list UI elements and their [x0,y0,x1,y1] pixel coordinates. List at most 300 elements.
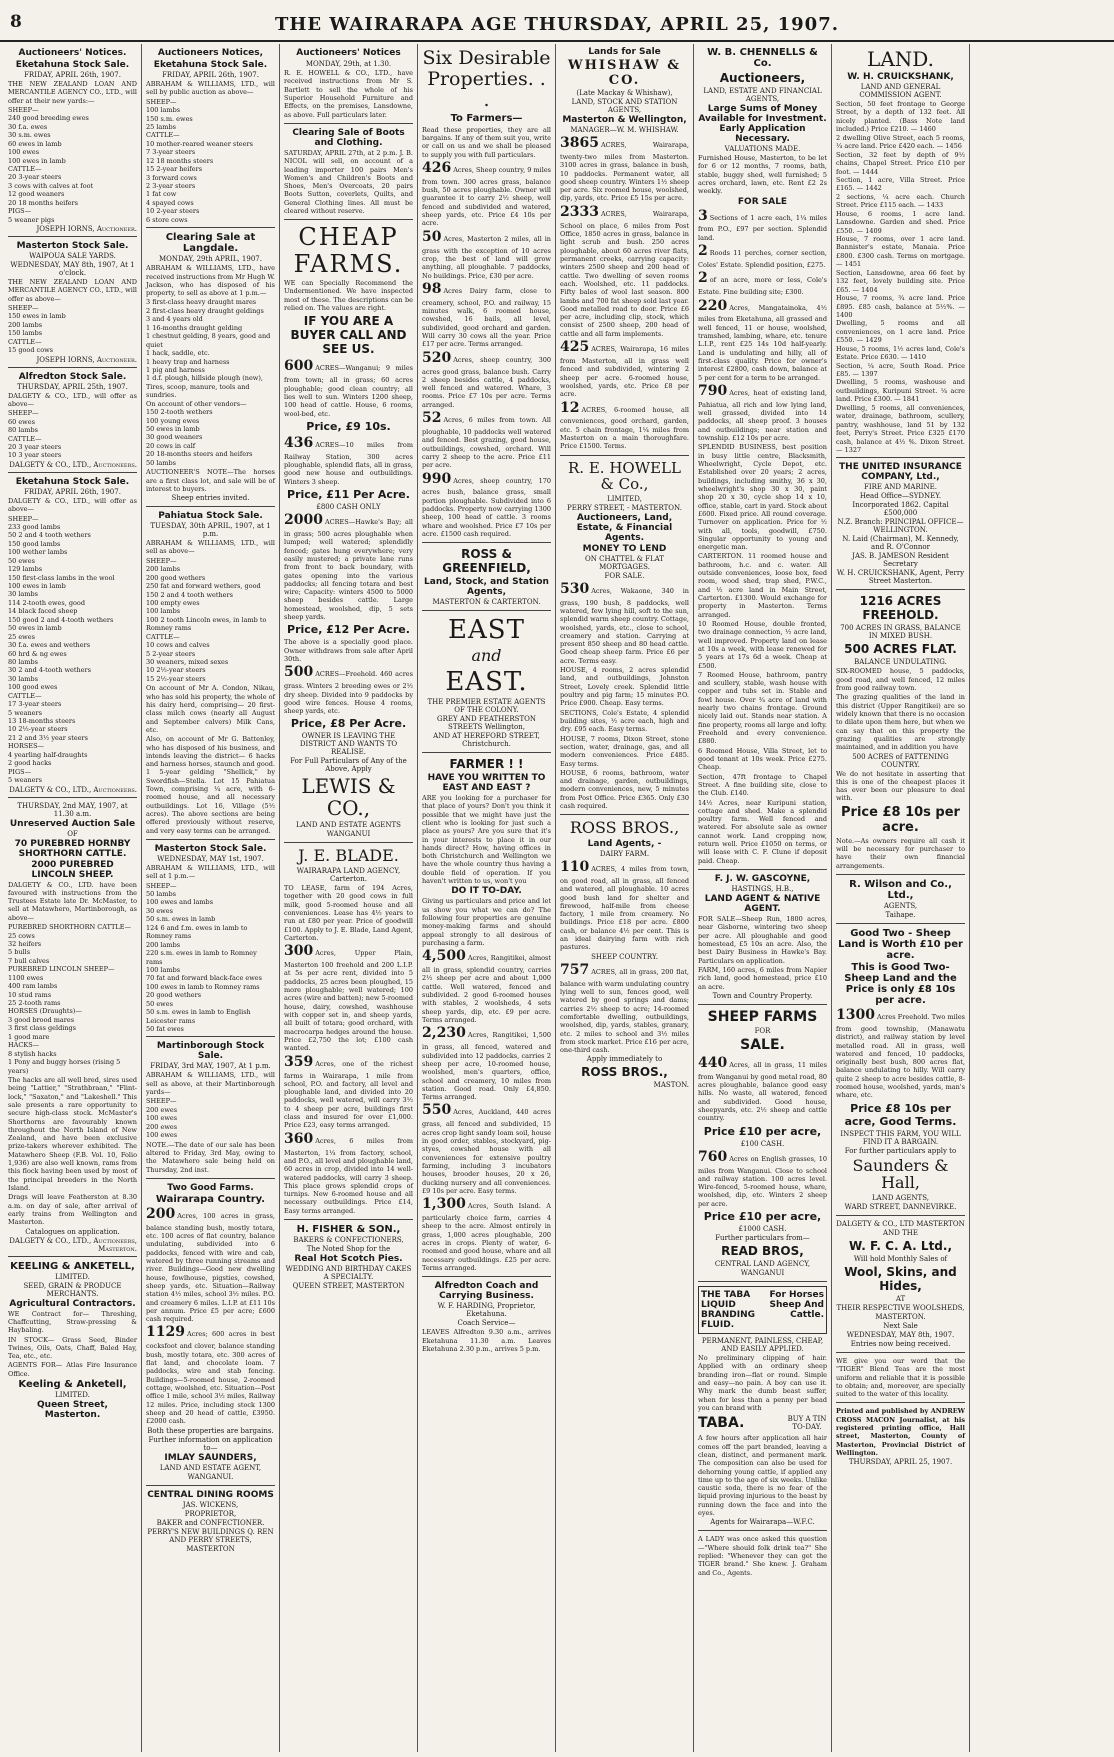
list-line: 1 chestnut gelding, 8 years, good and quiet [146,332,271,349]
ad-text-2: The hacks are all well bred, sires used being "Lattier," "Strathbraan," "Flint-lock," "Saxaton," and "Lakeshell." This sale presents a rare opportunity to secure high-class stock. McMaster's Shorthorns are favourably known throughout the North Island of New Zealand, and have been exclusive prize-takers wherever exhibited. The Matawhero Sheep (F.B. Vol. 10, Folio 1,936) are also well known, rams from this flock having been used by most of the principal breeders in the North Island. [8,1075,137,1192]
farm-description: ACRES—Wanganui; 9 miles from town; all in grass; 60 acres ploughable; good clean country; all lies well to sun. Winters 1200 sheep, 100 head of cattle. House, 6 rooms, wool-bed, etc. [284,364,413,418]
ad-title: Alfredton Stock Sale. [18,371,127,382]
farm-note: OWNER IS LEAVING THE DISTRICT AND WANTS TO REALISE. [299,732,398,757]
column-8 [970,44,1110,1752]
list-line: 150 first-class lambs in the wool [8,573,115,582]
ad-text-5: JAS. B. JAMESON Resident Secretary [852,552,949,569]
farm-listing [698,383,827,442]
ad-text: INSPECT THIS FARM, YOU WILL FIND IT A BARGAIN. [840,1129,961,1146]
list-line: PIGS— [8,767,32,776]
ad-date: FRIDAY, APRIL 26th, 1907. [24,487,121,496]
ad-note-2: Sheep entries invited. [171,494,250,503]
list-line: HORSES— [8,742,45,751]
ad-firm: LEWIS & CO., [301,774,396,821]
list-line: SHEEP— [8,105,39,114]
farm-listing [284,1054,413,1130]
ad-boots-clothing [284,128,413,221]
ad-lines-2 [146,400,275,468]
ad-subtitle: FOR [754,1026,771,1035]
masthead: THE WAIRARAPA AGE THURSDAY, APRIL 25, 1907. [274,14,839,35]
list-line: 1 Pony and buggy horses (rising 5 years) [8,1058,121,1075]
list-line: 25 lambs [146,122,176,131]
ad-text-2: FARM, 160 acres, 6 miles from Napier rich land, good homestead, price £10 an acre. [698,965,827,991]
list-line: 10 3 year steers [8,451,62,460]
ad-sig-title: Keeling & Anketell, [18,1379,127,1391]
ad-heading: Auctioneers, Land, Estate, & Financial Agents. [576,512,673,543]
ad-listing-acres: 14½ Acres, near Kuripuni station, cottage and shed. Make a splendid poultry farm. Well fenced and watered. For absolute sale as owner cannot work. Land cropping now, return well. Price £1050 on terms, or will lease with C. F. Clune if deposit paid. Cheap. [698,798,827,865]
list-line: 7 3-year steers [146,148,196,157]
farm-note: The above is a specially good place. Owner withdraws from sale after April 30th. [284,638,413,663]
list-line: 1 fat cow [146,190,177,199]
ad-firm-place: WANGANUI [740,1269,785,1278]
list-line: 100 young ewes [146,416,200,425]
page-header [0,8,1114,42]
farm-acreage: 359 [284,1053,314,1070]
list-line: 150 s.m. ewes [146,114,193,123]
ad-text: R. E. HOWELL & CO., LTD., have received instructions from Mr S. Bartlett to sell the whole of his Superior Household Furniture and Effects, on the premises, Lansdowne, as above. Full particulars later. [284,69,413,119]
ad-eketahuna-sale-dalgety [8,477,137,798]
list-line: SHEEP— [8,304,39,312]
ad-text: THE PREMIER ESTATE AGENTS OF THE COLONY. [427,697,546,714]
ad-intro: DALGETY & CO., LTD., will offer as above— [8,496,137,514]
ad-title: Masterton Stock Sale. [154,843,267,854]
ad-cheap-farms [284,224,413,843]
ad-heading-2: SHEEP COUNTRY. [591,952,658,961]
ad-text-2: BALANCE UNDULATING. [854,658,947,667]
list-line: SHEEP— [146,881,177,890]
ad-title: R. E. HOWELL & Co., [568,458,681,494]
ad-text-2: Incorporated 1862. Capital £500,000 [852,501,949,518]
list-line: 30 f.a. ewes [8,122,48,131]
farm-acreage: 300 [284,943,314,960]
list-line: 1100 ewes [8,973,44,982]
farm-listing [146,1206,275,1324]
farm-description: Acres, one of the richest farms in Wairarapa, 1 mile from school, P.O. and factory, all level and ploughable land, and divided into 20 paddocks, well watered, will carry 3½ to 4 sheep per acre, buildings first class and insured for over £1,000. Price £23, easy terms arranged. [284,1059,413,1130]
ad-title: Eketahuna Stock Sale. [15,476,130,487]
ad-subtitle: LIMITED. [55,1272,90,1281]
ad-intro: THE NEW ZEALAND LOAN AND MERCANTILE AGENCY CO., LTD., will offer at their new yards:— [8,80,137,105]
ad-date: FRIDAY, APRIL 26th, 1907. [24,71,121,79]
ad-date: THURSDAY, 2nd MAY, 1907, at 11.30 a.m. [17,801,128,818]
farm-description: Acres, Masterton 2 miles, all in grass with the exception of 10 acres crop, the best of land will grow anything, all ploughable. 7 paddocks, No buildings. Price, £30 per acre. [422,234,551,280]
list-line: 21 2 and 3½ year steers [8,733,88,742]
list-line: 1 good mare [8,1032,50,1041]
list-line: 50 s.m. ewes in lamb to English Leicester rams [146,1008,251,1025]
ad-title: EAST [448,615,525,646]
ad-and: and [471,646,502,666]
farm-listing [146,1324,275,1425]
farm-listing [422,471,551,539]
farm-acreage: 790 [698,382,728,399]
farm-acreage: 550 [422,1102,452,1119]
ad-text: VALUATIONS MADE. [724,145,801,153]
ad-text-3: AND AT HEREFORD STREET, Christchurch. [433,731,540,748]
farm-listing [560,859,689,952]
ad-signature: DALGETY & CO., LTD., Auctioneers, Masterton. [9,1236,137,1253]
ad-and: AND THE [883,1228,918,1237]
ad-r-wilson [836,879,965,924]
list-line: 20 18 months heifers [8,198,78,207]
ad-chennells [698,47,827,870]
ad-langdale-clearing [146,232,275,507]
farm-listing [284,512,413,621]
farm-description: Acres, Mangatainoka, 4½ miles from Eketahuna, all grassed and well fenced, 11 or house, woolshed, tramshed, lambing, whare, etc. tenure L.I.P., rent £25 14s 10d half-yearly. Land is undulating and hilly, all of first-class quality. Price for owner's interest £2800, cash down, balance at 5 per cent for a term to be arranged. [698,303,827,382]
farm-description: Acres, Rangitikei, almost all in grass, splendid country, carries 2½ sheep per acre and about 1,000 cattle. Well watered, fenced and subdivided. 2 good 6-roomed houses with stables, 2 woolsheds, 4 sets sheep yards, dip, etc. £9 per acre. Terms arranged. [422,954,551,1025]
ad-listing-house-2: HOUSE, 7 rooms, Dixon Street, stone section, water, drainage, gas, and all modern conveniences. Price £485. Easy terms. [560,734,689,768]
list-line: 8 stylish hacks [8,1049,57,1058]
ad-tiger-tea [836,1357,965,1404]
farm-description: of an acre, more or less, Cole's Estate. Fine building site; £300. [698,276,827,297]
list-line: 50 fat ewes [146,1025,184,1033]
farm-listing [284,943,413,1052]
ad-firm: READ BROS, [721,1244,804,1259]
list-line: 10 2½-year steers [146,666,206,675]
list-line: 150 2 and 4 tooth wethers [146,590,233,599]
ad-signature: JOSEPH IORNS, Auctioneer. [36,225,137,234]
farm-price: Price, £9 10s. [306,419,391,433]
ad-lines [146,98,275,225]
ad-title: Unreserved Auction Sale [9,818,136,829]
ad-heading: Wairarapa Country. [155,1193,266,1205]
farm-description: ACRES—10 miles from Railway Station, 300 acres ploughable, splendid flats, all in grass, good new house and outbuildings. Winters 3 sheep. [284,440,413,486]
farm-acreage: 200 [146,1205,176,1222]
farm-description: Acres, Wakaone, 340 in grass, 190 bush, 8 paddocks, well watered, few lying hill, soft to the sun, splendid warm sheep country. Cottage, woolshed, yards, etc., close to school, creamery and station. Carrying at present 850 sheep and 80 head cattle. Good cheap sheep farm. Price £6 per acre. Terms easy. [560,586,689,665]
list-line: 400 ram lambs [8,982,58,991]
ad-subtitle-2: LAND AND GENERAL COMMISSION AGENT. [859,83,942,99]
ad-title: LAND. [867,47,934,71]
list-line: CATTLE— [8,691,42,700]
farm-listing [698,1149,827,1208]
list-line: 200 good wethers [146,573,206,582]
imprint [836,1407,965,1470]
ad-heading-sheep: 2000 PUREBRED LINCOLN SHEEP. [31,859,114,880]
ad-subtitle: OF [67,829,78,838]
ad-title: SHEEP FARMS [707,1008,818,1025]
farm-listing [560,581,689,665]
list-line: 233 good lambs [8,522,61,531]
farm-price: Price £10 per acre, [703,1210,822,1224]
farm-price: Price, £12 Per Acre. [287,623,410,637]
ad-firm-sub: LAND AGENTS, [872,1193,929,1202]
ad-whishaw [560,47,689,456]
ad-agents: AGENTS FOR— Atlas Fire Insurance Office. [8,1361,137,1378]
list-line: 200 ewes [146,1105,178,1114]
list-line: 2 dwelling Olive Street, each 5 rooms, ¼ acre land. Price £420 each. — 1456 [836,133,965,151]
list-line: 10 stud rams [8,990,52,999]
list-line: 1 d.f. plough, hillside plough (new), Tires, scoop, manure, tools and sundries. [146,374,263,400]
ad-title: THE UNITED INSURANCE COMPANY, Ltd., [839,462,962,483]
farm-description: ACRES, 4 miles from town, on good road, all in grass, all fenced and watered, all ploughable. 10 acres good bush land for shelter and firewood, half-mile from cheese factory, 1 mile from creamery. No buildings. Price £18 per acre. £800 cash, or balance 4½ per cent. This is an ideal dairying farm with rich pastures. [560,865,689,952]
list-line: 100 ewes in lamb to Romney rams [146,982,260,991]
ad-sheep-farms [698,1009,827,1282]
ad-heading: DAIRY FARM. [599,850,650,858]
section-title: Auctioneers' Notices [296,48,401,58]
list-line: SHEEP— [8,514,39,523]
farm-acreage: 530 [560,580,590,597]
column-7 [832,44,970,1752]
farm-description: Acres, Upper Plain, Masterton 100 freehold and 200 L.I.P. at 5s per acre rent, divided into 5 paddocks, 25 acres been ploughed, 15 more ploughable; well watered; 100 acres (wire and batten); new 5-roomed house, dairy, cowshed, washhouse with copper set in, and sheep yards, all built of totara; good orchard, with macrocarpa hedges around the house. Price £2,750 the lot; £100 cash wanted. [284,949,413,1053]
ad-subtitle: To Farmers— [450,112,523,124]
farm-acreage: 757 [560,961,590,978]
ad-subtitle: W. H. CRUICKSHANK, [847,72,954,82]
farm-acreage: 52 [422,410,442,427]
ad-text: ON CHATTEL & FLAT MORTGAGES. [585,554,664,571]
ad-title: 1216 ACRES FREEHOLD. [859,594,942,623]
ad-text: The Noted Shop for the [306,1245,391,1254]
farm-listing [284,664,413,715]
list-line: 200 ewes [146,1122,178,1131]
farm-acreage: 2,230 [422,1025,466,1042]
farm-listing [698,243,827,269]
ad-je-blade [284,847,413,1220]
list-line: 100 ewes in lamb [8,582,66,590]
farm-acreage: 1129 [146,1324,185,1341]
ad-heading: Auctioneers, [719,71,806,85]
farm-acreage: 426 [422,159,452,176]
farm-listing [422,1025,551,1101]
farm-listing [698,270,827,296]
ad-text-6: We do not hesitate in asserting that this is one of the cheapest places it has ever been our pleasure to deal with. [836,769,965,803]
ad-text-2: FOR SALE. [604,571,645,580]
farm-description: ACRES, Wairarapa, School on place, 6 miles from Post Office, 1850 acres in grass, balance in light scrub and bush. 250 acres ploughable, about 60 acres river flats, permanent creeks, carrying capacity: winters 2500 sheep and 200 head of cattle. Two dwelling of seven rooms each. Woolshed, etc. 11 paddocks. Fifty bales of wool last season. 800 lambs and 700 fat sheep sold last year. Good metalled road to door. Price £6 per acre, including clip, stock, which consist of 2500 sheep, 200 head of cattle and all farm implements. [560,209,689,338]
section-title: Auctioneers Notices, [157,48,264,58]
ad-intro: ABRAHAM & WILLIAMS, LTD., will sell by public auction as above— [146,80,275,97]
ad-firm-place: WANGANUI [326,830,371,839]
farm-list [422,948,551,1272]
farm-description: Acres, sheep country, 170 acres bush, balance grass, small portion ploughable. Subdivided into 6 paddocks. Property now carrying 1300 sheep, 100 head of cattle. 3 rooms whare and woolshed. Price £7 10s per acre. £1500 cash required. [422,476,551,539]
list-line: HORSES (Draughts)— [8,1007,82,1016]
list-line: On account of other vendors— [146,399,247,408]
taba-brand-row [698,1413,827,1433]
farm-cash: £1000 CASH. [738,1225,787,1234]
ad-apply: Apply immediately to [586,1055,663,1064]
farm-listing [422,281,551,349]
ad-note: NOTE.—The date of our sale has been altered to Friday, 3rd May, owing to the Matawhero sale being held on Thursday, 2nd inst. [146,1140,275,1174]
ad-alfredton-coach [422,1281,551,1357]
list-line: 30 lambs [8,674,38,683]
column-3 [280,44,418,1752]
ad-lines [8,106,137,224]
list-line: 25 ewes [8,632,35,641]
ad-title: Clearing Sale at Langdale. [165,232,256,255]
ad-place: MASTERTON [186,1544,235,1553]
list-line: 6 store cows [146,215,188,224]
list-line: 240 good breeding ewes [8,114,89,123]
list-line: 100 ewes [146,1131,178,1140]
ad-title: FARMER ! ! [449,756,524,771]
list-line: 4 yearling half-draughts [8,750,88,759]
ad-firm-sub: LAND AND ESTATE AGENTS [296,821,401,830]
ad-alfredton-sale [8,372,137,473]
ad-further: Further particulars from— [715,1234,810,1243]
farm-list [422,160,551,538]
list-line: 25 cows [8,931,35,940]
farm-listing [422,1196,551,1272]
farm-acreage: 2000 [284,512,323,529]
ad-title: Pahiatua Stock Sale. [158,511,263,522]
list-line: 129 lambs [8,565,43,574]
ad-text-2: Will hold Monthly Sales of [853,1254,948,1263]
farm-listing [422,1102,551,1195]
list-line: 5 weaners [8,776,42,785]
column-1 [4,44,142,1752]
ad-heading-2: MONEY TO LEND [582,543,667,554]
ad-further: Further information on application to— [148,1435,273,1452]
farm-acreage: 520 [422,349,452,366]
ad-text: ARE you looking for a purchaser for that place of yours? Don't you think it possible that we might have just the client who is looking for just such a place as yours? Are you sure that it's in your interests to place it in our hands direct? How, having offices in both Christchurch and Wellington we have the whole country thus having a double field of operation. If you haven't written to us, won't you [422,793,551,886]
list-line: 200 lambs [146,940,181,949]
ad-title: Clearing Sale of Boots and Clothing. [292,127,405,148]
farm-description: Acres, South Island. A particularly choice farm, carries 4 sheep to the acre. Almost entirely in grass, 1,000 acres ploughable, 200 acres in crops. Plenty of water, 6-roomed and good house, whare and all necessary outbuildings. £25 per acre. Terms arranged. [422,1202,551,1272]
ad-east-and-east [422,615,551,753]
ad-date: MONDAY, 29th APRIL, 1907. [159,255,262,264]
ad-date: MONDAY, 29th, at 1.30. [305,60,392,68]
ad-intro: ABRAHAM & WILLIAMS, LTD., will sell at 1 p.m.— [146,863,275,881]
ad-firm-sub: LAND AND ESTATE AGENT, [159,1463,262,1472]
section-title: Auctioneers' Notices. [18,48,127,58]
list-line: 250 fat and forward wethers, good [146,582,261,591]
list-line: PIGS— [8,207,32,216]
farm-description: Acres on English grasses, 10 miles from Wanganui. Close to school and railway station. 100 acres level. Wire-fenced, 5-roomed house, whare, woolshed, dip, etc. Winters 2 sheep per acre. [698,1154,827,1208]
column-2 [142,44,280,1752]
ad-text-3: AT [895,1294,906,1303]
ad-subtitle: FIRE AND MARINE. [864,483,937,492]
ad-title: Two Good Farms. [167,1182,254,1193]
list-line: CATTLE— [8,165,42,173]
list-line: 50 ewes [146,999,173,1008]
ad-text-4: The grazing qualities of the land in this district (Upper Rangitikei) are so widely known that there is no occasion to dilate upon them here, but when we can say that on this property the grazing qualities are strongly maintained, and in addition you have [836,693,965,752]
farm-listing [560,204,689,338]
taba-box [698,1286,827,1334]
ad-address: QUEEN STREET, MASTERTON [292,1282,405,1291]
ad-lines [8,304,137,355]
ad-title: Six Desirable Properties. . . [422,47,551,111]
ad-intro: ABRAHAM & WILLIAMS, LTD., will sell as above— [146,539,275,556]
farm-acreage: 220 [698,297,728,314]
farm-description: Acres, sheep country, 300 acres good grass, balance bush. Carry 2 sheep besides cattle, 4 paddocks, well fenced and watered. Whare, 3 rooms. Price £7 10s per acre. Terms arranged. [422,355,551,409]
ad-lines [8,923,137,1075]
column-5 [556,44,694,1752]
ad-text: WE Contract for— Threshing, Chaffcutting, Straw-pressing & Haybaling. [8,1309,137,1335]
ad-note: AUCTIONEER'S NOTE—The horses are a first class lot, and sale will be of interest to buyers. [146,468,275,493]
list-line: 50 lambs [146,890,176,898]
ad-text-2: Giving us particulars and price and let us show you what we can do? The following four properties are genuine money-making farms and should appeal strongly to all desirous of purchasing a farm. [422,897,551,947]
farm-description: Acres; 600 acres in best cocksfoot and clover, balance standing bush, mostly totara, etc. 300 acres of flat land, and chocolate loam. 7 paddocks, wire and stab fencing. Buildings—5-roomed house, 2-roomed cottage, woolshed, etc. Situation—Post office 1 mile, school 3½ miles, Railway 12 miles. Price, including stock 1300 sheep and 20 head of cattle, £3950. £2000 cash. [146,1330,275,1426]
list-line: 5 weaners [8,708,42,717]
list-line: 7 bull calves [8,956,50,965]
list-line: 10 2-year steers [146,207,200,216]
farm-price: Price, £8 Per Acre. [290,717,407,731]
columns [4,44,1110,1752]
ad-title: CHEAP FARMS. [293,223,404,278]
ad-heading: IF YOU ARE A BUYER CALL AND SEE US. [290,314,407,357]
ad-listing-carterton: CARTERTON. 11 roomed house and bathroom, h.c. and c. water. All outside conveniences, loose box, feed room, wood shed, trap shed, P.W.C., and ½ acre land in Main Street, Carterton. £1300. Would exchange for property in Masterton. Terms arranged. [698,552,827,619]
list-line: 1 heavy trap and harness [146,357,230,366]
ad-text-4: N. Laid (Chairman), M. Kennedy, and R. O'Connor [842,535,959,552]
ad-address: PERRY'S NEW BUILDINGS Q. REN AND PERRY STREETS, [147,1527,274,1544]
ad-1216-acres [836,594,965,875]
ad-date: WEDNESDAY, MAY 8th, 1907. [846,1330,955,1339]
farm-acreage: 50 [422,228,442,245]
ad-listing-house: 10 Roomed House, double fronted, two drainage connection, ½ acre land, well improved. Property land on lease at 10s a week, with lease renewed for 5 years at 17s 6d a week. Cheap at £500. [698,619,827,670]
list-line: 100 good ewes [8,683,58,692]
ad-heading-contractors: Agricultural Contractors. [9,1298,136,1309]
list-line: 1 hack, saddle, etc. [146,349,210,358]
list-line: 30 f.a. ewes and wethers [8,641,91,650]
list-line: 100 ewes [8,148,40,157]
ad-firm-sub: CENTRAL LAND AGENCY, [714,1260,811,1269]
list-line: 20 3 year steers [8,443,62,451]
ad-pahiatua-sale [146,511,275,840]
farm-acreage: 3865 [560,135,599,151]
ad-wool-sales [836,1220,965,1353]
ad-text: DALGETY & CO., LTD. have been favoured with instructions from the Trustees Estate late Dr. McMaster, to sell at Matawhero, Martinborough, as above— [8,880,137,922]
list-line: 3 good brood mares [8,1015,75,1024]
ad-title: Alfredton Coach and Carrying Business. [434,1281,539,1302]
ad-masterton-sale-nzl [8,241,137,368]
ad-firm: W. F. C. A. Ltd., [848,1238,953,1253]
ad-title: ROSS BROS., [569,818,680,838]
ad-date: TUESDAY, 30th APRIL, 1907, at 1 p.m. [150,522,271,539]
list-line: Dwelling, 5 rooms, washouse and outbuildings, Kuripuni Street. ¼ acre land. Price £300. — 1841 [836,378,965,404]
ad-title-2: EAST. [445,666,528,697]
ad-text-2: Furnished House, Masterton, to be let for 6 or 12 months, 7 rooms, bath, stable, buggy shed, well furnished; 5 acres orchard, lawn, etc. Rent £2 2s weekly. [698,154,827,196]
list-line: 100 ewes and lambs [146,898,214,907]
farm-listing [284,358,413,417]
farm-acreage: 760 [698,1148,728,1165]
list-line: CATTLE— [146,632,180,641]
ad-text: DALGETY & CO., LTD MASTERTON [836,1219,965,1228]
ad-subtitle: HASTINGS, H.B., [731,885,794,894]
ad-text: LAND, STOCK AND STATION AGENTS, [571,98,678,114]
farm-listing [422,410,551,469]
list-line: PUREBRED SHORTHORN CATTLE— [8,923,131,932]
ad-united-insurance [836,462,965,590]
farm-listing [284,435,413,486]
ad-subtitle: W. F. HARDING, Proprietor, Eketahuna. [437,1302,536,1319]
ad-entries: Entries now being received. [850,1339,951,1348]
ad-text: A LADY was once asked this question—"Where should folk drink tea?" She replied: "Whenever they can get the TIGER brand." She knew. J. Graham and Co., Agents. [698,1535,827,1577]
ad-title: ROSS & GREENFIELD, [442,547,531,576]
ad-heading: Masterton & Wellington, [562,115,687,125]
farm-list [560,135,689,451]
list-line: 50 ewes in lamb [8,624,62,633]
list-line: 1 16-months draught gelding [146,323,243,332]
ad-further: For further particulars apply to [844,1146,957,1155]
ad-masterton-sale-aw [146,844,275,1038]
list-line: 150 2-tooth wethers [146,408,213,417]
list-line: 50 2 and 4 tooth wethers [8,531,91,540]
list-line: 15 2½-year steers [146,674,206,683]
ad-fisher-son [284,1224,413,1294]
farm-acreage: 98 [422,280,442,297]
list-line: 124 6 and f.m. ewes in lamb to Romney rams [146,923,248,941]
ad-text-2: GREY AND FEATHERSTON STREETS Wellington, [437,714,536,731]
ad-text-2: A few hours after application all hair comes off the part branded, leaving a clean, distinct, and permanent mark. The composition can also be used for dehorning young cattle, if applied any time up to the age of six weeks. Unlike caustic soda, there is no fear of the liquid proving injurious to the beast by running down the face and into the eyes. [698,1434,827,1518]
farm-acreage: 3 [698,207,708,224]
farm-listing [422,160,551,228]
ad-martinborough-sale [146,1041,275,1178]
ad-place: Taihape. [885,911,916,919]
list-line: 150 good lambs [8,539,61,548]
farm-description: Acres, all in grass, 11 miles from Wanganui by good metal road, 80 acres ploughable, balance good easy hills. No waste, all watered, fenced and subdivided. Good house, sheepyards, etc. 2½ sheep and cattle country. [698,1060,827,1123]
farm-description: ACRES, Wairarapa, twenty-two miles from Masterton. 3100 acres in grass, balance in bush, 10 paddocks. Permanent water, all good sheep country. Winters 1½ sheep per acre. Six roomed house, woolshed, dip, yards, etc. Price £5 15s per acre. [560,141,689,203]
list-line: Section, ¼ acre, South Road. Price £85. — 1397 [836,361,965,378]
ad-catalogue: Catalogues on application. [25,1227,120,1236]
farm-acreage: 436 [284,434,314,451]
farm-listing [560,339,689,398]
farm-acreage: 12 [560,399,580,416]
